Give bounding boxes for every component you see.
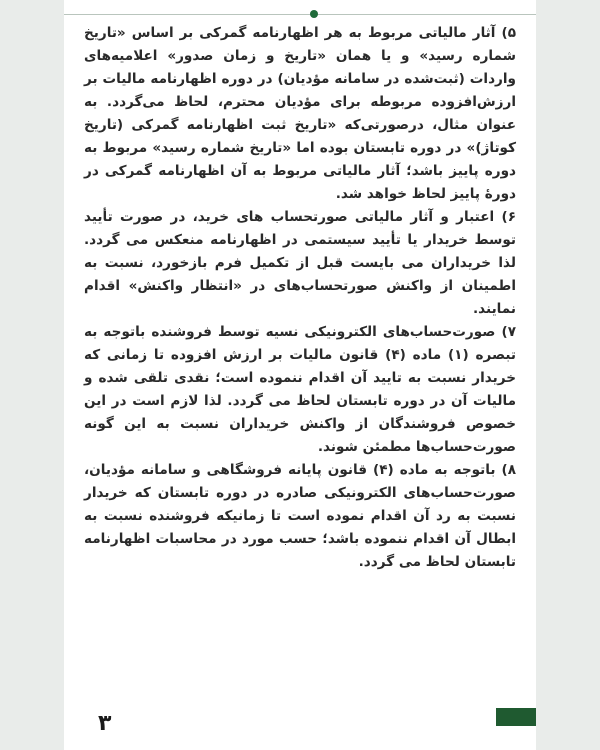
paragraph-6: ۶) اعتبار و آثار مالیاتی صورتحساب های خرید، در صورت تأیید توسط خریدار یا تأیید سیستمی در اظهارنامه منعکس می گردد. لذا خریداران می بایست قبل از تکمیل فرم بازخورد، نسبت به اطمینان از واکنش صورتحساب‌های در «انتظار واکنش» اقدام نمایند. bbox=[84, 209, 516, 317]
document-page bbox=[64, 0, 536, 750]
header-divider bbox=[64, 14, 536, 15]
footer-accent-bar bbox=[496, 708, 536, 726]
page-number: ۳ bbox=[98, 711, 112, 736]
right-background bbox=[536, 0, 600, 750]
paragraph-8: ۸) باتوجه به ماده (۴) قانون پایانه فروشگاهی و سامانه مؤدیان، صورت‌حساب‌های الکترونیکی صادره در دوره تابستان که خریدار نسبت به رد آن اقدام نموده است تا زمانیکه فروشنده نسبت به ابطال آن اقدام ننموده باشد؛ حسب مورد در محاسبات اظهارنامه تابستان لحاظ می گردد. bbox=[84, 462, 516, 570]
paragraph-7: ۷) صورت‌حساب‌های الکترونیکی نسیه توسط فروشنده باتوجه به تبصره (۱) ماده (۴) قانون مالیات بر ارزش افزوده تا زمانی که خریدار نسبت به تایید آن اقدام ننموده است؛ نقدی تلقی شده و مالیات آن در دوره تابستان لحاظ می گردد. لذا لازم است در این خصوص فروشندگان از واکنش خریداران نسبت به این گونه صورت‌حساب‌ها مطمئن شوند. bbox=[84, 324, 516, 455]
body-text bbox=[84, 22, 516, 574]
paragraph-5: ۵) آثار مالیاتی مربوط به هر اظهارنامه گمرکی بر اساس «تاریخ شماره رسید» و یا همان «تاریخ و زمان صدور» اعلامیه‌های واردات (ثبت‌شده در سامانه مؤدیان) در دوره اظهارنامه مالیات بر ارزش‌افزوده مربوطه برای مؤدیان محترم، لحاظ می‌گردد. به عنوان مثال، درصورتی‌که «تاریخ ثبت اظهارنامه گمرکی (تاریخ کوتاژ)» در دوره تابستان بوده اما «تاریخ شماره رسید» مربوط به دوره پاییز باشد؛ آثار مالیاتی مربوط به آن اظهارنامه گمرکی در دورهٔ پاییز لحاظ خواهد شد. bbox=[84, 25, 516, 202]
left-background bbox=[0, 0, 64, 750]
header-dot-icon bbox=[310, 10, 318, 18]
page-footer bbox=[64, 690, 536, 750]
